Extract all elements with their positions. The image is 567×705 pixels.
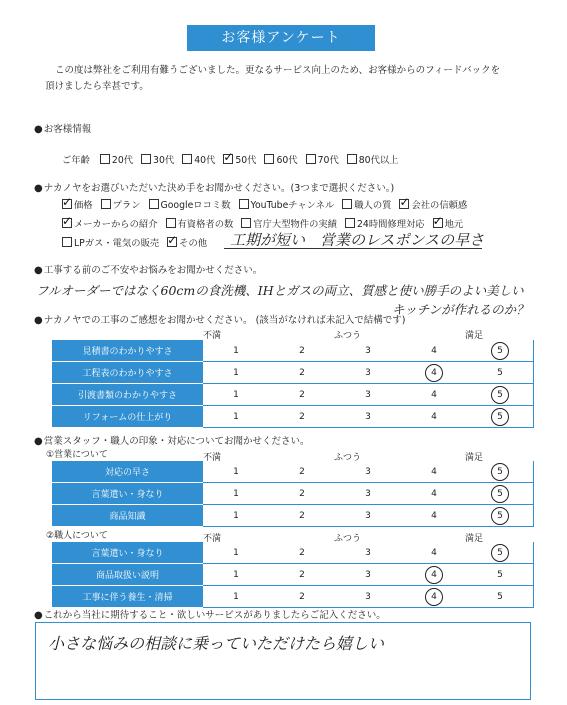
rating-number: 1 xyxy=(233,345,239,356)
q5-heading: ●営業スタッフ・職人の印象・対応についてお聞かせください。 xyxy=(34,436,310,447)
option-label: 官庁大型物件の実績 xyxy=(253,219,337,230)
rating-option-1[interactable] xyxy=(203,483,269,505)
rating-option-3[interactable] xyxy=(335,505,401,527)
reason-option[interactable] xyxy=(167,235,207,249)
checkbox[interactable] xyxy=(62,214,73,228)
rating-row xyxy=(52,384,534,406)
rating-option-2[interactable] xyxy=(269,505,335,527)
reason-option[interactable] xyxy=(345,216,425,230)
rating-item-label: 見積書のわかりやすさ xyxy=(52,340,203,362)
rating-option-5[interactable] xyxy=(467,461,534,483)
checkbox[interactable] xyxy=(62,237,72,247)
rating-option-2[interactable] xyxy=(269,483,335,505)
rating-option-5[interactable] xyxy=(467,362,534,384)
rating-option-2[interactable] xyxy=(269,586,335,608)
rating-number: 3 xyxy=(365,488,371,499)
age-option[interactable] xyxy=(223,152,256,166)
rating-option-3[interactable] xyxy=(335,586,401,608)
selected-rating: 5 xyxy=(491,544,509,562)
selected-rating: 5 xyxy=(491,507,509,525)
rating-option-2[interactable] xyxy=(269,564,335,586)
rating-option-5[interactable] xyxy=(467,564,534,586)
option-label: 40代 xyxy=(194,155,216,166)
rating-number: 5 xyxy=(497,591,503,602)
option-label: 20代 xyxy=(111,155,134,166)
rating-number: 4 xyxy=(431,547,437,558)
rating-item-label: 商品取扱い説明 xyxy=(52,564,203,586)
rating-option-3[interactable] xyxy=(335,483,401,505)
q2-heading: ●ナカノヤをお選びいただいた決め手をお聞かせください。(3つまで選択ください。) xyxy=(34,183,395,194)
option-label: プラン xyxy=(112,200,141,211)
rating-option-1[interactable] xyxy=(203,406,269,428)
rating-number: 2 xyxy=(299,488,305,499)
rating-number: 1 xyxy=(233,569,239,580)
rating-number: 1 xyxy=(233,591,239,602)
rating-option-2[interactable] xyxy=(269,340,335,362)
age-option[interactable] xyxy=(141,152,174,166)
option-label: 60代 xyxy=(276,155,298,166)
rating-option-5[interactable] xyxy=(467,586,534,608)
option-label: 有資格者の数 xyxy=(177,219,234,230)
option-label: メーカーからの紹介 xyxy=(74,219,158,230)
q2-options-row-3 xyxy=(62,235,215,249)
rating-option-5[interactable] xyxy=(467,406,534,428)
rating-number: 4 xyxy=(431,411,437,422)
checkbox[interactable] xyxy=(306,154,316,164)
option-label: YouTubeチャンネル xyxy=(250,200,335,211)
sales-subheading: ①営業について xyxy=(46,450,108,460)
rating-number: 4 xyxy=(431,345,437,356)
other-answer: 工期が短い 営業のレスポンスの早さ xyxy=(230,231,485,249)
rating-number: 1 xyxy=(233,547,239,558)
intro-text xyxy=(45,63,525,95)
rating-number: 3 xyxy=(365,367,371,378)
check-mark-icon: ✓ xyxy=(62,214,73,228)
rating-option-3[interactable] xyxy=(335,542,401,564)
option-label: 50代 xyxy=(235,155,257,166)
rating-number: 4 xyxy=(431,488,437,499)
rating-option-5[interactable] xyxy=(467,505,534,527)
rating-number: 2 xyxy=(299,466,305,477)
rating-option-4[interactable] xyxy=(401,340,467,362)
rating-number: 2 xyxy=(299,389,305,400)
rating-number: 2 xyxy=(299,591,305,602)
q4-rating-table xyxy=(52,340,534,428)
rating-option-2[interactable] xyxy=(269,406,335,428)
check-mark-icon: ✓ xyxy=(399,195,410,209)
rating-number: 3 xyxy=(365,547,371,558)
rating-number: 1 xyxy=(233,367,239,378)
rating-number: 3 xyxy=(365,510,371,521)
q2-options-row-1 xyxy=(62,197,475,211)
q3-heading: ●工事する前のご不安やお悩みをお聞かせください。 xyxy=(34,265,263,276)
checkbox[interactable] xyxy=(223,150,234,164)
selected-rating: 4 xyxy=(425,364,443,382)
rating-option-1[interactable] xyxy=(203,362,269,384)
check-mark-icon: ✓ xyxy=(223,150,234,164)
reason-option[interactable] xyxy=(101,197,141,211)
q4-scale-high: 満足 xyxy=(465,331,484,341)
rating-option-3[interactable] xyxy=(335,362,401,384)
checkbox[interactable] xyxy=(101,199,111,209)
q3-answer-line-2: キッチンが作れるのか？ xyxy=(392,302,529,317)
checkbox[interactable] xyxy=(432,214,443,228)
reason-option[interactable] xyxy=(239,197,335,211)
rating-option-2[interactable] xyxy=(269,362,335,384)
rating-option-4[interactable] xyxy=(401,505,467,527)
q1-heading: ●お客様情報 xyxy=(34,124,92,135)
checkbox[interactable] xyxy=(342,199,352,209)
q6-answer: 小さな悩みの相談に乗っていただけたら嬉しい xyxy=(48,634,385,653)
option-label: 24時間修理対応 xyxy=(356,219,425,230)
rating-row xyxy=(52,362,534,384)
rating-row xyxy=(52,505,534,527)
rating-row xyxy=(52,564,534,586)
reason-option[interactable] xyxy=(399,197,467,211)
rating-option-1[interactable] xyxy=(203,586,269,608)
rating-option-2[interactable] xyxy=(269,542,335,564)
rating-number: 4 xyxy=(431,466,437,477)
option-label: 70代 xyxy=(317,155,339,166)
check-mark-icon: ✓ xyxy=(432,214,443,228)
rating-option-4[interactable] xyxy=(401,384,467,406)
option-label: 職人の質 xyxy=(354,200,392,211)
rating-number: 5 xyxy=(497,569,503,580)
reason-option[interactable] xyxy=(62,235,159,249)
q5b-scale-high: 満足 xyxy=(465,534,484,544)
age-row xyxy=(62,152,406,166)
q4-heading: ●ナカノヤでの工事のご感想をお聞かせください。 (該当がなければ未記入で結構です) xyxy=(34,315,406,326)
checkbox[interactable] xyxy=(167,233,178,247)
rating-number: 2 xyxy=(299,569,305,580)
option-label: 地元 xyxy=(444,219,464,230)
check-mark-icon: ✓ xyxy=(167,233,178,247)
rating-option-1[interactable] xyxy=(203,340,269,362)
q6-heading: ●これから当社に期待すること・欲しいサービスがありましたらご記入ください。 xyxy=(34,610,386,621)
rating-item-label: 言葉遣い・身なり xyxy=(52,542,203,564)
rating-row xyxy=(52,340,534,362)
q5b-scale-mid: ふつう xyxy=(334,534,362,544)
rating-number: 3 xyxy=(365,389,371,400)
age-option[interactable] xyxy=(182,152,215,166)
rating-option-3[interactable] xyxy=(335,406,401,428)
checkbox[interactable] xyxy=(100,154,110,164)
option-label: 80代以上 xyxy=(358,155,399,166)
sales-rating-table xyxy=(52,461,534,527)
selected-rating: 5 xyxy=(491,342,509,360)
age-option[interactable] xyxy=(347,152,399,166)
rating-option-4[interactable] xyxy=(401,483,467,505)
q5a-scale-high: 満足 xyxy=(465,453,484,463)
rating-option-4[interactable] xyxy=(401,406,467,428)
rating-number: 2 xyxy=(299,411,305,422)
rating-option-3[interactable] xyxy=(335,461,401,483)
rating-row xyxy=(52,406,534,428)
q4-scale-low: 不満 xyxy=(203,331,222,341)
rating-option-1[interactable] xyxy=(203,461,269,483)
option-label: Googleロコミ数 xyxy=(160,200,231,211)
checkbox[interactable] xyxy=(241,218,251,228)
checkbox[interactable] xyxy=(62,195,73,209)
selected-rating: 4 xyxy=(425,588,443,606)
rating-row xyxy=(52,461,534,483)
option-label: LPガス・電気の販売 xyxy=(74,238,160,249)
rating-option-1[interactable] xyxy=(203,564,269,586)
rating-item-label: 商品知識 xyxy=(52,505,203,527)
q2-options-row-2 xyxy=(62,216,471,230)
age-option[interactable] xyxy=(306,152,339,166)
option-label: その他 xyxy=(179,238,208,249)
rating-number: 3 xyxy=(365,411,371,422)
check-mark-icon: ✓ xyxy=(62,195,73,209)
rating-option-3[interactable] xyxy=(335,340,401,362)
checkbox[interactable] xyxy=(347,154,357,164)
rating-number: 2 xyxy=(299,547,305,558)
rating-number: 3 xyxy=(365,591,371,602)
other-underline xyxy=(224,248,482,249)
rating-number: 2 xyxy=(299,510,305,521)
rating-item-label: リフォームの仕上がり xyxy=(52,406,203,428)
reason-option[interactable] xyxy=(166,216,234,230)
rating-option-2[interactable] xyxy=(269,384,335,406)
checkbox[interactable] xyxy=(149,199,159,209)
rating-option-3[interactable] xyxy=(335,564,401,586)
intro-line-2: 頂けましたら幸甚です。 xyxy=(45,81,149,92)
option-label: 価格 xyxy=(74,200,93,211)
checkbox[interactable] xyxy=(182,154,192,164)
reason-option[interactable] xyxy=(62,216,158,230)
rating-item-label: 工程表のわかりやすさ xyxy=(52,362,203,384)
age-option[interactable] xyxy=(264,152,297,166)
rating-number: 4 xyxy=(431,389,437,400)
checkbox[interactable] xyxy=(399,195,410,209)
rating-item-label: 言葉遣い・身なり xyxy=(52,483,203,505)
rating-option-4[interactable] xyxy=(401,461,467,483)
reason-option[interactable] xyxy=(241,216,337,230)
option-label: 30代 xyxy=(153,155,175,166)
rating-number: 1 xyxy=(233,466,239,477)
q5a-scale-mid: ふつう xyxy=(334,453,362,463)
rating-option-2[interactable] xyxy=(269,461,335,483)
rating-option-1[interactable] xyxy=(203,542,269,564)
selected-rating: 5 xyxy=(491,463,509,481)
rating-option-1[interactable] xyxy=(203,505,269,527)
reason-option[interactable] xyxy=(149,197,231,211)
rating-row xyxy=(52,542,534,564)
q6-answer-box[interactable] xyxy=(35,622,531,700)
rating-option-5[interactable] xyxy=(467,542,534,564)
checkbox[interactable] xyxy=(141,154,151,164)
rating-option-4[interactable] xyxy=(401,362,467,384)
rating-number: 2 xyxy=(299,345,305,356)
checkbox[interactable] xyxy=(345,218,355,228)
age-label: ご年齢 xyxy=(62,155,90,166)
rating-number: 1 xyxy=(233,510,239,521)
rating-option-4[interactable] xyxy=(401,586,467,608)
q5a-scale-low: 不満 xyxy=(203,453,222,463)
rating-number: 3 xyxy=(365,466,371,477)
option-label: 会社の信頼感 xyxy=(411,200,468,211)
rating-option-5[interactable] xyxy=(467,483,534,505)
rating-row xyxy=(52,586,534,608)
craft-rating-table xyxy=(52,542,534,608)
selected-rating: 4 xyxy=(425,566,443,584)
rating-option-4[interactable] xyxy=(401,542,467,564)
selected-rating: 5 xyxy=(491,386,509,404)
rating-item-label: 工事に伴う養生・清掃 xyxy=(52,586,203,608)
q5b-scale-low: 不満 xyxy=(203,534,222,544)
q4-scale-mid: ふつう xyxy=(334,331,362,341)
rating-item-label: 引渡書類のわかりやすさ xyxy=(52,384,203,406)
checkbox[interactable] xyxy=(239,199,249,209)
intro-line-1: この度は弊社をご利用有難うございました。更なるサービス向上のため、お客様からのフィードバックを xyxy=(55,65,501,76)
rating-row xyxy=(52,483,534,505)
age-option[interactable] xyxy=(100,152,133,166)
rating-number: 4 xyxy=(431,510,437,521)
rating-option-3[interactable] xyxy=(335,384,401,406)
checkbox[interactable] xyxy=(264,154,274,164)
rating-number: 1 xyxy=(233,389,239,400)
rating-option-4[interactable] xyxy=(401,564,467,586)
rating-number: 3 xyxy=(365,569,371,580)
q3-answer-line-1: フルオーダーではなく60cmの食洗機、IHとガスの両立、質感と使い勝手のよい美しい xyxy=(36,283,524,298)
rating-number: 1 xyxy=(233,411,239,422)
selected-rating: 5 xyxy=(491,408,509,426)
checkbox[interactable] xyxy=(166,218,176,228)
rating-option-5[interactable] xyxy=(467,340,534,362)
rating-number: 1 xyxy=(233,488,239,499)
survey-title: お客様アンケート xyxy=(187,25,375,51)
selected-rating: 5 xyxy=(491,485,509,503)
craft-subheading: ②職人について xyxy=(46,531,108,541)
reason-option[interactable] xyxy=(62,197,93,211)
rating-number: 2 xyxy=(299,367,305,378)
rating-number: 3 xyxy=(365,345,371,356)
rating-item-label: 対応の早さ xyxy=(52,461,203,483)
reason-option[interactable] xyxy=(342,197,391,211)
rating-number: 5 xyxy=(497,367,503,378)
rating-option-1[interactable] xyxy=(203,384,269,406)
reason-option[interactable] xyxy=(433,216,464,230)
rating-option-5[interactable] xyxy=(467,384,534,406)
